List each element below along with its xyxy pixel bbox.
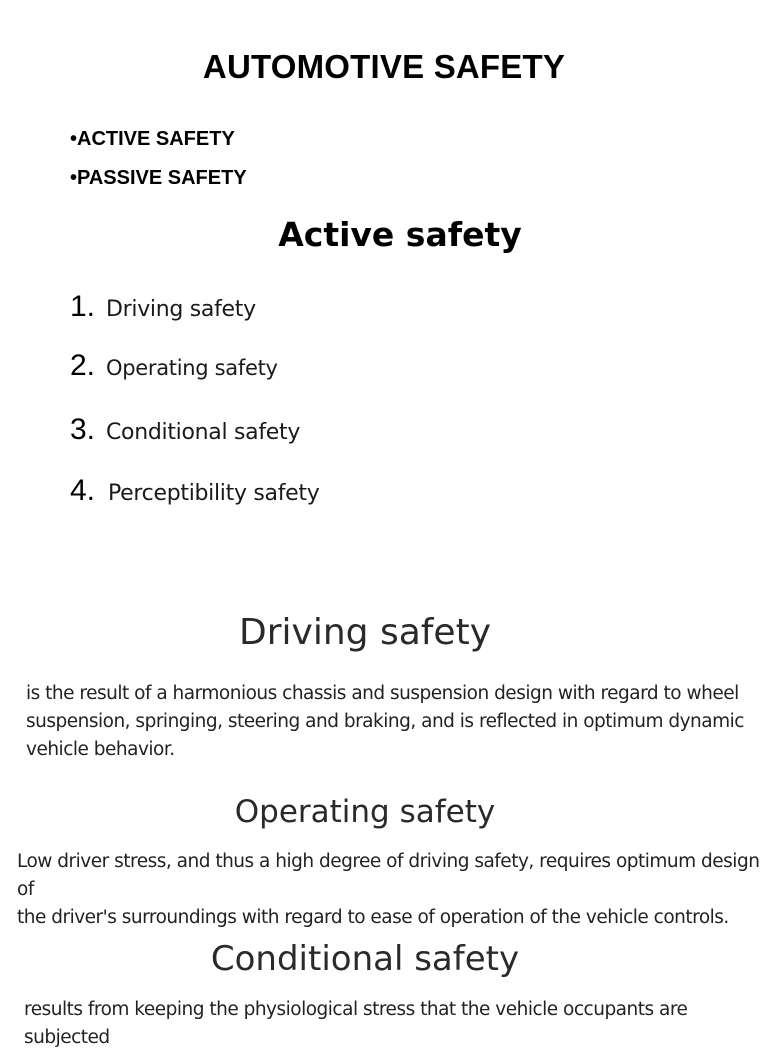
operating-safety-paragraph: [17, 848, 768, 932]
paragraph-line: results from keeping the physiological stress that the vehicle occupants are subjected: [24, 999, 688, 1048]
paragraph-line: vehicle behavior.: [26, 739, 175, 760]
list-label: Conditional safety: [106, 420, 301, 445]
list-number: 4.: [70, 474, 96, 507]
conditional-safety-paragraph: [24, 996, 768, 1052]
list-label: Driving safety: [106, 297, 256, 322]
list-item: [70, 290, 256, 324]
paragraph-line: suspension, springing, steering and braking, and is reflected in optimum dynamic: [26, 711, 744, 732]
operating-safety-heading: Operating safety: [234, 794, 496, 830]
list-number: 3.: [70, 413, 96, 446]
driving-safety-paragraph: [26, 680, 744, 764]
list-number: 1.: [70, 290, 96, 323]
active-safety-heading: Active safety: [278, 215, 522, 254]
paragraph-line: Low driver stress, and thus a high degree of driving safety, requires optimum design of: [17, 851, 760, 900]
list-item: [70, 349, 278, 383]
paragraph-line: the driver's surroundings with regard to ease of operation of the vehicle controls.: [17, 907, 729, 928]
list-label: Perceptibility safety: [108, 481, 320, 506]
list-label: Operating safety: [106, 356, 278, 380]
list-number: 2.: [70, 349, 96, 382]
bullet-active-safety: •ACTIVE SAFETY: [70, 128, 235, 150]
conditional-safety-heading: Conditional safety: [210, 939, 520, 979]
page-title: AUTOMOTIVE SAFETY: [202, 48, 566, 85]
paragraph-line: is the result of a harmonious chassis and suspension design with regard to wheel: [26, 683, 739, 704]
list-item: [70, 474, 319, 508]
driving-safety-heading: Driving safety: [239, 612, 491, 653]
list-item: [70, 413, 300, 447]
bullet-passive-safety: •PASSIVE SAFETY: [70, 167, 247, 189]
